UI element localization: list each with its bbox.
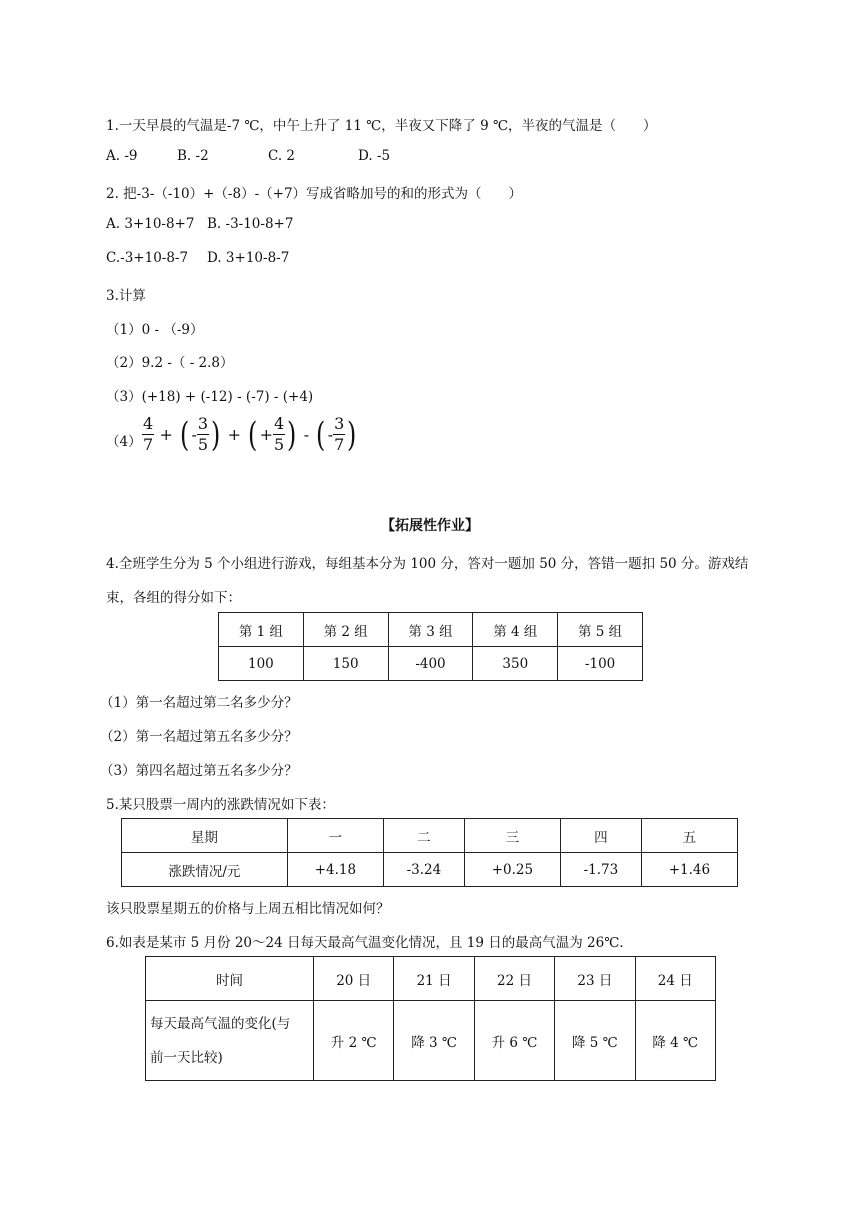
q5-stock-table xyxy=(121,818,738,887)
row-label-line-2: 前一天比较) xyxy=(150,1049,223,1066)
table-cell: -3.24 xyxy=(383,853,464,887)
q5-question: 该只股票星期五的价格与上周五相比情况如何？ xyxy=(106,901,390,917)
q4-sub-3: （3）第四名超过第五名多少分？ xyxy=(100,763,298,779)
q3-item-2: （2）9.2 -（ - 2.8） xyxy=(106,355,234,371)
table-cell: +4.18 xyxy=(287,853,383,887)
q3-item-1: （1）0 - （-9） xyxy=(106,322,204,338)
table-cell: +0.25 xyxy=(464,853,560,887)
section-heading: 【拓展性作业】 xyxy=(381,518,479,534)
q5-text: 5.某只股票一周内的涨跌情况如下表： xyxy=(106,797,335,813)
table-cell: 降 5 ℃ xyxy=(555,1001,635,1081)
q2-option-c: C.-3+10-8-7 xyxy=(106,250,189,266)
table-cell: 降 4 ℃ xyxy=(635,1001,715,1081)
table-header-cell: 21 日 xyxy=(394,957,474,1001)
q6-text: 6.如表是某市 5 月份 20～24 日每天最高气温变化情况，且 19 日的最高气温为 26℃． xyxy=(106,935,633,951)
table-cell: 150 xyxy=(303,647,388,681)
table-header-cell: 第 1 组 xyxy=(219,613,304,647)
q2-option-d: D. 3+10-8-7 xyxy=(207,250,290,266)
table-cell: 涨跌情况/元 xyxy=(122,853,288,887)
q4-text-line2: 束，各组的得分如下： xyxy=(106,590,241,606)
q2-text: 2. 把-3-（-10）+（-8）-（+7）写成省略加号的和的形式为（ ） xyxy=(106,186,523,202)
q1-text: 1.一天早晨的气温是-7 ℃，中午上升了 11 ℃，半夜又下降了 9 ℃，半夜的气温是（ ） xyxy=(106,118,657,134)
q3-title: 3.计算 xyxy=(106,288,146,304)
q4-score-table xyxy=(218,612,643,681)
fraction-4: $\frac{3}{7}$ xyxy=(334,414,345,454)
row-label-line-1: 每天最高气温的变化(与 xyxy=(150,1015,291,1032)
table-header-cell: 第 2 组 xyxy=(303,613,388,647)
q4-sub-2: （2）第一名超过第五名多少分？ xyxy=(100,729,298,745)
q1-option-a: A. -9 xyxy=(106,148,138,164)
table-cell: -1.73 xyxy=(560,853,641,887)
table-cell: 升 6 ℃ xyxy=(474,1001,554,1081)
q1-option-d: D. -5 xyxy=(358,148,391,164)
q4-text-line1: 4.全班学生分为 5 个小组进行游戏，每组基本分为 100 分，答对一题加 50 分，答错一题扣 50 分。游戏结 xyxy=(106,556,749,572)
table-header-cell: 24 日 xyxy=(635,957,715,1001)
fraction-3: $\frac{4}{5}$ xyxy=(273,414,285,454)
table-cell: +1.46 xyxy=(641,853,737,887)
table-cell: -100 xyxy=(558,647,643,681)
fraction-2: $\frac{3}{5}$ xyxy=(197,414,209,454)
table-row-label xyxy=(146,1001,314,1081)
q4-sub-1: （1）第一名超过第二名多少分？ xyxy=(100,695,298,711)
table-cell: 350 xyxy=(473,647,558,681)
table-header-cell: 第 3 组 xyxy=(388,613,473,647)
table-header-cell: 23 日 xyxy=(555,957,635,1001)
table-header-cell: 一 xyxy=(287,819,383,853)
table-cell: 100 xyxy=(219,647,304,681)
q3-item-3: （3）(+18) + (-12) - (-7) - (+4) xyxy=(106,389,314,405)
table-header-cell: 二 xyxy=(383,819,464,853)
table-cell: 降 3 ℃ xyxy=(394,1001,474,1081)
q1-option-b: B. -2 xyxy=(177,148,209,164)
q3-item-4-label: （4） xyxy=(106,434,142,450)
table-cell: -400 xyxy=(388,647,473,681)
table-cell: 升 2 ℃ xyxy=(314,1001,394,1081)
table-header-cell: 星期 xyxy=(122,819,288,853)
q6-temperature-table xyxy=(145,956,716,1081)
table-header-cell: 第 4 组 xyxy=(473,613,558,647)
table-header-cell: 三 xyxy=(464,819,560,853)
q2-option-b: B. -3-10-8+7 xyxy=(207,216,294,232)
fraction-1: $\frac{4}{7}$ xyxy=(143,414,154,454)
q1-option-c: C. 2 xyxy=(268,148,296,164)
table-header-cell: 22 日 xyxy=(474,957,554,1001)
table-header-cell: 四 xyxy=(560,819,641,853)
q2-option-a: A. 3+10-8+7 xyxy=(106,216,195,232)
table-header-cell: 五 xyxy=(641,819,737,853)
table-header-cell: 第 5 组 xyxy=(558,613,643,647)
table-header-cell: 20 日 xyxy=(314,957,394,1001)
q3-formula: $\frac{4}{7}$ + ( - $\frac{3}{5}$ ) + ( + $\frac{4}{5}$ ) - ( - $\frac{3}{7}$ ) xyxy=(143,414,357,455)
table-header-cell: 时间 xyxy=(146,957,314,1001)
